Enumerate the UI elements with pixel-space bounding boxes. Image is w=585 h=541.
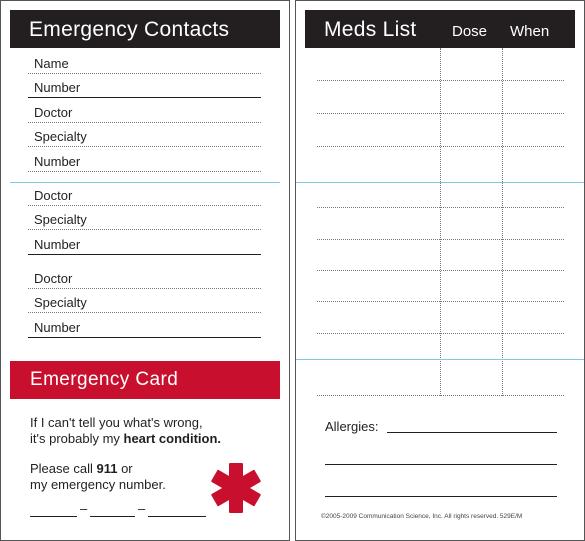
message-text: Please call — [30, 461, 97, 476]
field-label: Number — [34, 80, 81, 95]
field-label: Number — [34, 154, 81, 169]
field-label: Doctor — [34, 188, 73, 203]
when-column-divider — [502, 48, 503, 396]
phone-blank-prefix[interactable] — [90, 516, 135, 517]
emergency-number-911: 911 — [96, 461, 118, 476]
specialty-field[interactable] — [28, 209, 261, 230]
message-line — [30, 431, 221, 447]
med-row[interactable] — [317, 270, 564, 271]
field-label: Number — [34, 237, 81, 252]
message-text: my emergency number. — [30, 477, 166, 492]
fold-guide-line — [296, 182, 584, 183]
name-field[interactable] — [28, 53, 261, 74]
message-text: or — [117, 461, 133, 476]
doctor-field[interactable] — [28, 102, 261, 123]
allergies-label: Allergies: — [325, 419, 379, 434]
dose-column-divider — [440, 48, 441, 396]
med-row[interactable] — [317, 207, 564, 208]
number-field[interactable] — [28, 77, 261, 98]
medical-asterisk-icon — [210, 462, 262, 514]
field-label: Doctor — [34, 271, 73, 286]
dose-column-header: Dose — [452, 23, 488, 40]
med-row[interactable] — [317, 113, 564, 114]
emergency-card-header — [10, 361, 280, 399]
allergies-line[interactable] — [325, 464, 557, 465]
med-row[interactable] — [317, 333, 564, 334]
heart-condition-text: heart condition. — [123, 431, 222, 446]
number-field[interactable] — [28, 317, 261, 338]
field-label: Number — [34, 320, 81, 335]
message-line — [30, 415, 203, 431]
med-row[interactable] — [317, 395, 564, 396]
meds-list-header — [305, 10, 575, 48]
med-row[interactable] — [317, 301, 564, 302]
specialty-field[interactable] — [28, 292, 261, 313]
right-card — [295, 0, 585, 541]
field-label: Specialty — [34, 212, 87, 227]
doctor-field[interactable] — [28, 185, 261, 206]
field-label: Doctor — [34, 105, 73, 120]
fold-guide-line — [10, 182, 280, 183]
phone-blank-line[interactable] — [148, 516, 206, 517]
med-row[interactable] — [317, 146, 564, 147]
field-label: Specialty — [34, 129, 87, 144]
message-text: it's probably my — [30, 431, 124, 446]
field-label: Name — [34, 56, 69, 71]
message-line — [30, 477, 166, 493]
emergency-card-title: Emergency Card — [30, 369, 179, 390]
number-field[interactable] — [28, 234, 261, 255]
field-label: Specialty — [34, 295, 87, 310]
med-row[interactable] — [317, 80, 564, 81]
allergies-line[interactable] — [325, 496, 557, 497]
emergency-contacts-title: Emergency Contacts — [29, 18, 230, 41]
phone-dash: – — [138, 501, 146, 516]
left-card — [0, 0, 290, 541]
med-row[interactable] — [317, 239, 564, 240]
doctor-field[interactable] — [28, 268, 261, 289]
when-column-header: When — [510, 23, 550, 40]
fold-guide-line — [296, 359, 584, 360]
phone-blank-area-code[interactable] — [30, 516, 77, 517]
copyright-notice: ©2005-2009 Communication Science, Inc. All rights reserved. 529E/M — [321, 513, 523, 520]
emergency-contacts-header — [10, 10, 280, 48]
number-field[interactable] — [28, 151, 261, 172]
message-line — [30, 461, 133, 477]
allergies-line[interactable] — [387, 432, 557, 433]
message-text: If I can't tell you what's wrong, — [30, 415, 203, 430]
phone-dash: – — [80, 501, 88, 516]
specialty-field[interactable] — [28, 126, 261, 147]
meds-list-title: Meds List — [324, 18, 417, 41]
